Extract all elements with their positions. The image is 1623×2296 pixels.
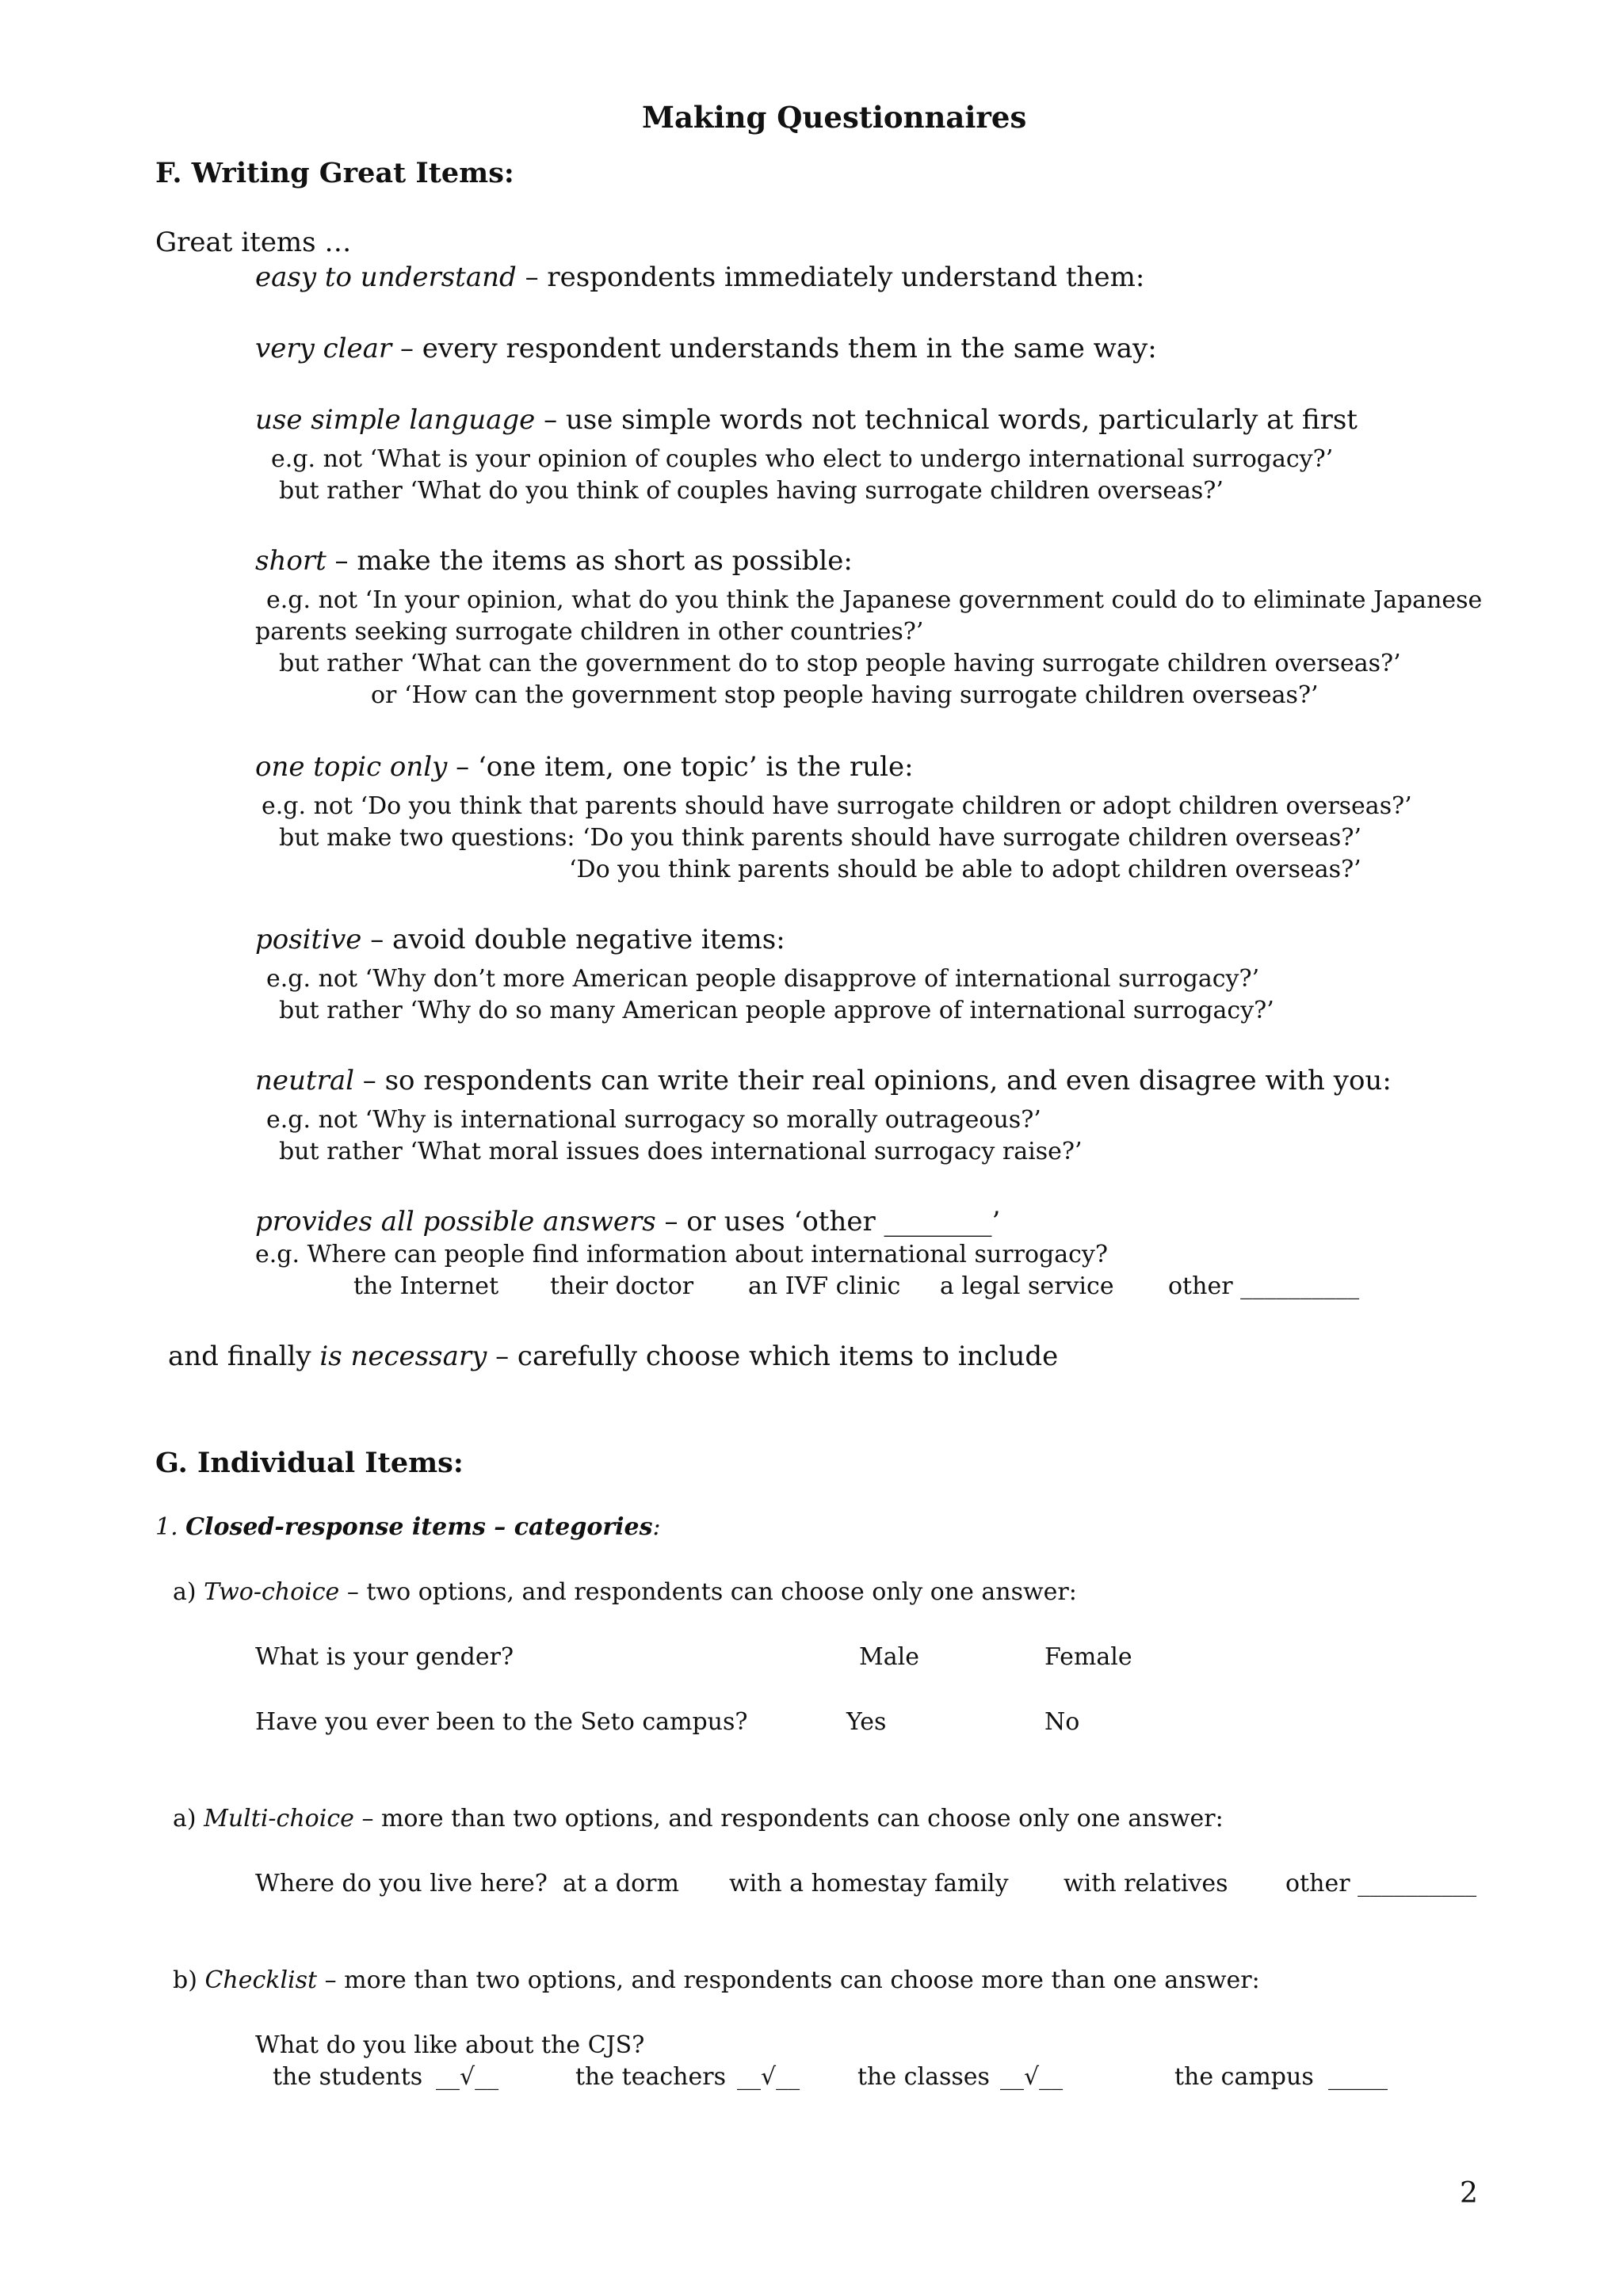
example-text: e.g. not ‘What is your opinion of couples who elect to undergo international surrogacy?’	[271, 445, 1334, 473]
example-text: e.g. not ‘Why is international surrogacy so morally outrageous?’	[266, 1106, 1041, 1134]
page-number: 2	[1460, 2177, 1478, 2210]
option-text: an IVF clinic	[748, 1272, 901, 1300]
example-text: but make two questions: ‘Do you think parents should have surrogate children overseas?’	[279, 824, 1361, 852]
finally-prefix: and finally	[168, 1341, 320, 1372]
check-mark: __√__	[436, 2063, 499, 2091]
item-term: short	[255, 545, 327, 577]
example-text: but rather ‘What moral issues does international surrogacy raise?’	[279, 1138, 1083, 1165]
item-desc: – respondents immediately understand them:	[516, 261, 1145, 293]
item-desc: – avoid double negative items:	[361, 924, 785, 955]
item-desc: – use simple words not technical words, particularly at first	[535, 404, 1358, 436]
section-g-heading: G. Individual Items:	[155, 1447, 464, 1479]
item-desc: – two options, and respondents can choose only one answer:	[339, 1578, 1077, 1606]
item-desc: – more than two options, and respondents can choose more than one answer:	[317, 1966, 1260, 1994]
option-text: other __________	[1168, 1272, 1360, 1300]
subsection-colon: :	[652, 1513, 661, 1541]
item-desc: – so respondents can write their real opinions, and even disagree with you:	[353, 1065, 1392, 1097]
question-text: Where do you live here?	[255, 1870, 548, 1897]
answer-option: No	[1044, 1708, 1080, 1736]
item-prefix: b)	[173, 1966, 205, 1994]
item-neutral	[255, 1065, 1392, 1097]
item-term: one topic only	[255, 751, 448, 783]
item-positive	[255, 924, 785, 955]
answer-option: Female	[1044, 1643, 1132, 1671]
example-text: parents seeking surrogate children in other countries?’	[255, 618, 924, 646]
item-one-topic	[255, 751, 914, 783]
item-easy	[255, 261, 1144, 293]
item-desc: – more than two options, and respondents can choose only one answer:	[353, 1805, 1224, 1833]
item-term: positive	[255, 924, 362, 955]
question-text: What do you like about the CJS?	[255, 2031, 645, 2059]
subsection-label: Closed-response items – categories	[185, 1513, 653, 1541]
example-text: e.g. not ‘Why don’t more American people disapprove of international surrogacy?’	[266, 965, 1260, 993]
example-text: e.g. not ‘In your opinion, what do you think the Japanese government could do to eliminate Japanese	[266, 586, 1483, 614]
item-term: Multi-choice	[204, 1805, 354, 1833]
example-text: e.g. Where can people find information about international surrogacy?	[255, 1241, 1108, 1268]
checklist-option: the campus	[1174, 2063, 1314, 2091]
example-text: e.g. not ‘Do you think that parents should have surrogate children or adopt children overseas?’	[262, 792, 1412, 820]
finally-line	[168, 1341, 1058, 1372]
item-prefix: a)	[173, 1805, 204, 1833]
item-desc: – carefully choose which items to include	[487, 1341, 1059, 1372]
example-text: or ‘How can the government stop people having surrogate children overseas?’	[371, 681, 1319, 709]
answer-option: other __________	[1285, 1870, 1477, 1897]
option-text: the Internet	[353, 1272, 499, 1300]
checklist-option: the teachers	[575, 2063, 726, 2091]
item-term: very clear	[255, 333, 392, 364]
checklist-option: the students	[273, 2063, 423, 2091]
example-text: but rather ‘Why do so many American people approve of international surrogacy?’	[279, 997, 1274, 1024]
item-desc: – make the items as short as possible:	[326, 545, 853, 577]
question-text: What is your gender?	[255, 1643, 514, 1671]
option-text: their doctor	[550, 1272, 694, 1300]
item-simple	[255, 404, 1358, 436]
subsection-heading	[155, 1513, 661, 1541]
option-text: a legal service	[940, 1272, 1114, 1300]
check-mark: __√__	[1000, 2063, 1064, 2091]
check-mark: _____	[1328, 2063, 1388, 2091]
section-f-intro: Great items …	[155, 227, 352, 258]
example-text: but rather ‘What do you think of couples having surrogate children overseas?’	[279, 477, 1224, 505]
answer-option: with a homestay family	[729, 1870, 1009, 1897]
example-text: ‘Do you think parents should be able to adopt children overseas?’	[569, 856, 1361, 883]
item-all-answers	[255, 1206, 1000, 1238]
item-term: provides all possible answers	[255, 1206, 656, 1238]
item-clear	[255, 333, 1157, 364]
item-desc: – or uses ‘other ________’	[655, 1206, 1001, 1238]
two-choice-intro	[173, 1578, 1077, 1606]
answer-option: with relatives	[1064, 1870, 1228, 1897]
item-term: neutral	[255, 1065, 354, 1097]
item-term: Checklist	[204, 1966, 318, 1994]
item-term: is necessary	[319, 1341, 487, 1372]
answer-option: at a dorm	[563, 1870, 679, 1897]
item-term: Two-choice	[204, 1578, 340, 1606]
item-prefix: a)	[173, 1578, 204, 1606]
section-f-heading: F. Writing Great Items:	[155, 157, 514, 189]
checklist-option: the classes	[857, 2063, 990, 2091]
subsection-number: 1.	[155, 1513, 186, 1541]
answer-option: Male	[859, 1643, 919, 1671]
example-text: but rather ‘What can the government do to stop people having surrogate children overseas?’	[279, 650, 1401, 677]
check-mark: __√__	[737, 2063, 800, 2091]
answer-option: Yes	[846, 1708, 887, 1736]
checklist-intro	[173, 1966, 1260, 1994]
question-text: Have you ever been to the Seto campus?	[255, 1708, 748, 1736]
page-title: Making Questionnaires	[642, 100, 1027, 135]
item-short	[255, 545, 853, 577]
item-desc: – ‘one item, one topic’ is the rule:	[447, 751, 914, 783]
item-term: use simple language	[255, 404, 536, 436]
multi-choice-intro	[173, 1805, 1224, 1833]
item-desc: – every respondent understands them in the same way:	[391, 333, 1157, 364]
item-term: easy to understand	[255, 261, 517, 293]
